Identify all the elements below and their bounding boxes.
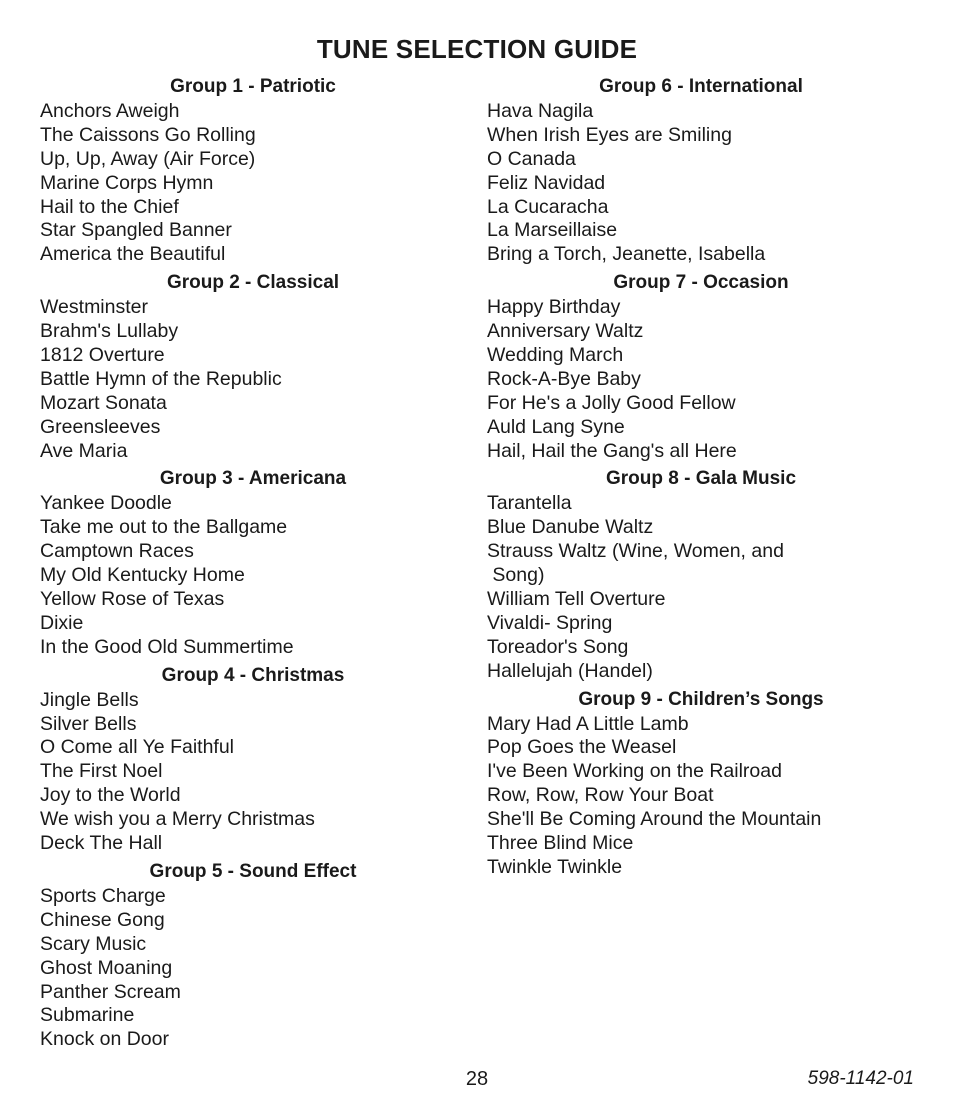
tune-item: Hava Nagila [487, 100, 594, 122]
tune-item: Rock-A-Bye Baby [487, 367, 641, 390]
tune-item: Panther Scream [40, 980, 181, 1003]
tune-item: Hail to the Chief [40, 195, 179, 218]
tune-item: Anniversary Waltz [487, 320, 644, 343]
tune-item: Marine Corps Hymn [40, 171, 214, 194]
tune-list [40, 100, 468, 267]
tune-list [40, 689, 468, 856]
tune-item: Take me out to the Ballgame [40, 516, 288, 539]
left-column [40, 71, 468, 1052]
tune-item: She'll Be Coming Around the Mountain [487, 808, 822, 831]
tune-item: Twinkle Twinkle [487, 855, 623, 878]
tune-item: Greensleeves [40, 415, 161, 438]
tune-group [487, 687, 927, 880]
tune-item: Tarantella [487, 492, 572, 515]
document-code: 598-1142-01 [807, 1068, 914, 1089]
tune-item: Chinese Gong [40, 908, 165, 931]
tune-item: My Old Kentucky Home [40, 564, 245, 587]
tune-item: Camptown Races [40, 540, 194, 563]
tune-item: Three Blind Mice [487, 832, 634, 855]
tune-item: Pop Goes the Weasel [487, 736, 677, 759]
tune-item: Hail, Hail the Gang's all Here [487, 439, 737, 462]
right-column [487, 71, 927, 880]
tune-item: I've Been Working on the Railroad [487, 760, 782, 783]
tune-group [40, 859, 468, 1052]
tune-list [40, 885, 468, 1052]
tune-item: Scary Music [40, 932, 147, 955]
page-number: 28 [465, 1068, 489, 1090]
tune-item: Up, Up, Away (Air Force) [40, 147, 256, 170]
tune-item: Deck The Hall [40, 832, 163, 855]
tune-item: Yellow Rose of Texas [40, 588, 225, 611]
group-heading: Group 7 - Occasion [613, 272, 789, 294]
tune-item: Feliz Navidad [487, 171, 606, 194]
tune-list [487, 296, 927, 463]
tune-item: Wedding March [487, 344, 624, 367]
group-heading: Group 1 - Patriotic [170, 76, 336, 97]
tune-item: Hallelujah (Handel) [487, 659, 653, 682]
tune-item: Blue Danube Waltz [487, 516, 654, 539]
tune-item: Ghost Moaning [40, 956, 173, 979]
tune-item: Westminster [40, 296, 148, 319]
tune-list [487, 713, 927, 880]
tune-item: Joy to the World [40, 784, 181, 807]
tune-item: Yankee Doodle [40, 492, 172, 515]
tune-item: O Canada [487, 147, 576, 170]
tune-item: La Cucaracha [487, 195, 609, 218]
tune-item: Toreador's Song [487, 635, 629, 658]
tune-item: La Marseillaise [487, 219, 618, 242]
tune-group [487, 270, 927, 463]
tune-group [40, 270, 468, 463]
group-heading: Group 3 - Americana [159, 468, 347, 490]
group-heading: Group 9 - Children’s Songs [578, 688, 824, 710]
page-title: TUNE SELECTION GUIDE [316, 34, 638, 64]
tune-item: Sports Charge [40, 884, 166, 907]
tune-item: Song) [487, 564, 545, 587]
tune-list [487, 492, 927, 683]
tune-item: Jingle Bells [40, 688, 139, 711]
tune-item: Anchors Aweigh [40, 100, 180, 122]
tune-item: America the Beautiful [40, 243, 226, 266]
tune-item: Ave Maria [40, 439, 128, 462]
tune-item: Star Spangled Banner [40, 219, 232, 242]
group-heading: Group 4 - Christmas [161, 664, 345, 686]
tune-item: Silver Bells [40, 712, 137, 735]
tune-item: Happy Birthday [487, 296, 621, 319]
tune-item: Vivaldi- Spring [487, 611, 613, 634]
tune-item: Auld Lang Syne [487, 415, 625, 438]
tune-item: Strauss Waltz (Wine, Women, and [487, 540, 784, 563]
group-heading: Group 8 - Gala Music [605, 468, 797, 490]
tune-item: Knock on Door [40, 1028, 169, 1051]
tune-item: Submarine [40, 1004, 135, 1027]
tune-list [40, 492, 468, 659]
tune-item: The Caissons Go Rolling [40, 123, 256, 146]
tune-item: Row, Row, Row Your Boat [487, 784, 714, 807]
tune-item: Mozart Sonata [40, 391, 167, 414]
group-heading: Group 2 - Classical [166, 272, 340, 294]
tune-item: 1812 Overture [40, 344, 165, 367]
tune-list [40, 296, 468, 463]
group-heading: Group 5 - Sound Effect [149, 860, 357, 882]
tune-group [487, 466, 927, 683]
tune-item: Battle Hymn of the Republic [40, 367, 282, 390]
tune-list [487, 100, 927, 267]
tune-item: Brahm's Lullaby [40, 320, 179, 343]
tune-group [40, 74, 468, 267]
tune-group [40, 466, 468, 659]
tune-item: For He's a Jolly Good Fellow [487, 391, 736, 414]
tune-item: O Come all Ye Faithful [40, 736, 235, 759]
tune-item: William Tell Overture [487, 588, 666, 611]
group-heading: Group 6 - International [599, 76, 803, 97]
tune-item: The First Noel [40, 760, 163, 783]
tune-item: When Irish Eyes are Smiling [487, 123, 732, 146]
tune-item: Bring a Torch, Jeanette, Isabella [487, 243, 766, 266]
tune-item: In the Good Old Summertime [40, 635, 294, 658]
tune-group [487, 74, 927, 267]
tune-item: Dixie [40, 611, 84, 634]
tune-item: Mary Had A Little Lamb [487, 712, 689, 735]
tune-item: We wish you a Merry Christmas [40, 808, 315, 831]
tune-group [40, 663, 468, 856]
